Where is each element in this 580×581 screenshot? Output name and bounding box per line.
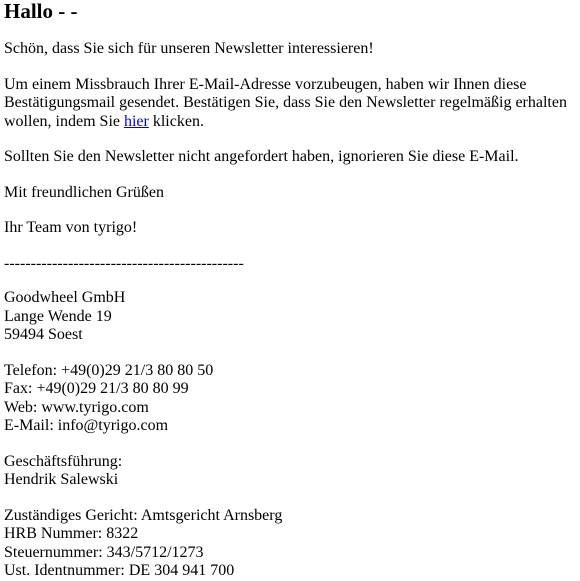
contact-info xyxy=(4,362,576,436)
legal-hrb: HRB Nummer: 8322 xyxy=(4,525,139,542)
confirm-paragraph xyxy=(4,76,576,132)
company-street: Lange Wende 19 xyxy=(4,307,112,325)
greeting-heading: Hallo - - xyxy=(4,0,78,23)
management-info xyxy=(4,453,576,490)
contact-phone: Telefon: +49(0)29 21/3 80 80 50 xyxy=(4,361,214,379)
closing-text: Mit freundlichen Grüßen xyxy=(4,183,164,201)
contact-fax: Fax: +49(0)29 21/3 80 80 99 xyxy=(4,380,189,397)
ignore-notice: Sollten Sie den Newsletter nicht angefordert haben, ignorieren Sie diese E-Mail. xyxy=(4,148,519,165)
management-name: Hendrik Salewski xyxy=(4,471,119,488)
confirm-link[interactable]: hier xyxy=(123,112,149,130)
legal-info xyxy=(4,507,576,581)
separator-line: --------------------------------------------- xyxy=(4,254,244,272)
legal-court: Zuständiges Gericht: Amtsgericht Arnsberg xyxy=(4,506,283,524)
legal-tax-number: Steuernummer: 343/5712/1273 xyxy=(4,543,204,561)
management-label: Geschäftsführung: xyxy=(4,452,123,470)
contact-web: Web: www.tyrigo.com xyxy=(4,398,149,416)
legal-vat-id: Ust. Identnummer: DE 304 941 700 xyxy=(4,562,235,579)
company-name: Goodwheel GmbH xyxy=(4,289,126,306)
contact-email: E-Mail: info@tyrigo.com xyxy=(4,417,169,434)
company-address xyxy=(4,289,576,345)
intro-text: Schön, dass Sie sich für unseren Newsletter interessieren! xyxy=(4,40,374,57)
team-signature: Ihr Team von tyrigo! xyxy=(4,219,138,236)
confirm-text-before: Um einem Missbrauch Ihrer E-Mail-Adresse vorzubeugen, haben wir Ihnen diese Bestätigungsmail gesendet. Bestätigen Sie, dass Sie den Newsletter regelmäßig erhalten wollen, indem Sie xyxy=(4,75,567,130)
confirm-text-after: klicken. xyxy=(148,112,204,130)
company-city: 59494 Soest xyxy=(4,326,83,343)
